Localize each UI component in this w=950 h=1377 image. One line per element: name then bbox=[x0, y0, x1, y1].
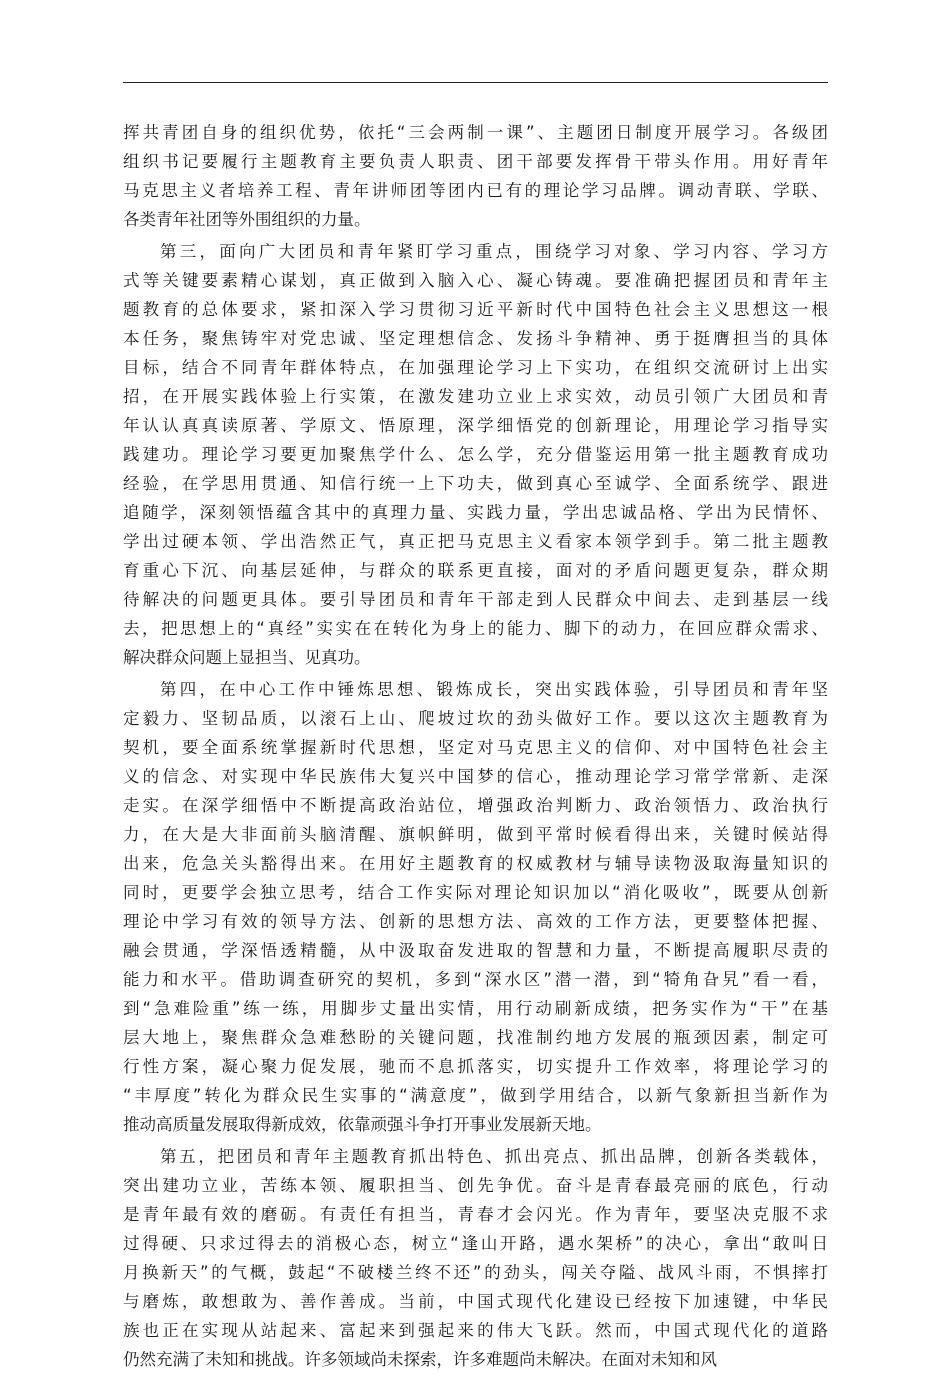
text-line: 题教育的总体要求，紧扣深入学习贯彻习近平新时代中国特色社会主义思想这一根 bbox=[123, 300, 828, 319]
text-line: 同时，更要学会独立思考，结合工作实际对理论知识加以“消化吸收”，既要从创新 bbox=[123, 883, 828, 902]
text-line: 力，在大是大非面前头脑清醒、旗帜鲜明，做到平常时候看得出来，关键时候站得 bbox=[123, 825, 828, 844]
text-line: 过得硬、只求过得去的消极心态，树立“逢山开路，遇水架桥”的决心，拿出“敢叫日 bbox=[123, 1234, 828, 1253]
text-line: 年认认真真读原著、学原文、悟原理，深学细悟党的创新理论，用理论学习指导实 bbox=[123, 416, 828, 435]
text-line: 到“急难险重”练一练，用脚步丈量出实情，用行动刷新成绩，把务实作为“干”在基 bbox=[123, 999, 828, 1018]
text-line: 解决群众问题上显担当、见真功。 bbox=[123, 648, 371, 667]
text-line: 经验，在学思用贯通、知信行统一上下功夫，做到真心至诚学、全面系统学、跟进 bbox=[123, 474, 828, 493]
text-line: 追随学，深刻领悟蕴含其中的真理力量、实践力量，学出忠诚品格、学出为民情怀、 bbox=[123, 503, 828, 522]
text-line: 第四，在中心工作中锤炼思想、锻炼成长，突出实践体验，引导团员和青年坚 bbox=[160, 680, 828, 699]
header-rule bbox=[123, 82, 828, 83]
paragraph bbox=[123, 1142, 828, 1374]
text-line: 践建功。理论学习要更加聚焦学什么、怎么学，充分借鉴运用第一批主题教育成功 bbox=[123, 445, 828, 464]
text-line: 第五，把团员和青年主题教育抓出特色、抓出亮点、抓出品牌，创新各类载体， bbox=[160, 1147, 828, 1166]
text-line: 挥共青团自身的组织优势，依托“三会两制一课”、主题团日制度开展学习。各级团 bbox=[123, 123, 828, 142]
text-line: 学出过硬本领、学出浩然正气，真正把马克思主义看家本领学到手。第二批主题教 bbox=[123, 532, 828, 551]
text-line: 层大地上，聚焦群众急难愁盼的关键问题，找准制约地方发展的瓶颈因素，制定可 bbox=[123, 1028, 828, 1047]
text-line: 与磨炼，敢想敢为、善作善成。当前，中国式现代化建设已经按下加速键，中华民 bbox=[123, 1292, 828, 1311]
text-line: 突出建功立业，苦练本领、履职担当、创先争优。奋斗是青春最亮丽的底色，行动 bbox=[123, 1176, 828, 1195]
text-line: 各类青年社团等外围组织的力量。 bbox=[123, 210, 371, 229]
document-body bbox=[123, 118, 828, 1377]
paragraph bbox=[123, 237, 828, 672]
text-line: 马克思主义者培养工程、青年讲师团等团内已有的理论学习品牌。调动青联、学联、 bbox=[123, 181, 828, 200]
text-line: 育重心下沉、向基层延伸，与群众的联系更直接，面对的矛盾问题更复杂，群众期 bbox=[123, 561, 828, 580]
text-line: 招，在开展实践体验上行实策，在激发建功立业上求实效，动员引领广大团员和青 bbox=[123, 387, 828, 406]
text-line: 契机，要全面系统掌握新时代思想，坚定对马克思主义的信仰、对中国特色社会主 bbox=[123, 738, 828, 757]
text-line: 融会贯通，学深悟透精髓，从中汲取奋发进取的智慧和力量，不断提高履职尽责的 bbox=[123, 941, 828, 960]
text-line: 去，把思想上的“真经”实实在在转化为身上的能力、脚下的动力，在回应群众需求、 bbox=[123, 619, 828, 638]
text-line: 第三，面向广大团员和青年紧盯学习重点，围绕学习对象、学习内容、学习方 bbox=[160, 242, 828, 261]
text-line: 仍然充满了未知和挑战。许多领域尚未探索，许多难题尚未解决。在面对未知和风 bbox=[123, 1350, 717, 1369]
paragraph bbox=[123, 675, 828, 1139]
text-line: 本任务，聚焦铸牢对党忠诚、坚定理想信念、发扬斗争精神、勇于挺膺担当的具体 bbox=[123, 329, 828, 348]
text-line: 理论中学习有效的领导方法、创新的思想方法、高效的工作方法，更要整体把握、 bbox=[123, 912, 828, 931]
text-line: 式等关键要素精心谋划，真正做到入脑入心、凝心铸魂。要准确把握团员和青年主 bbox=[123, 271, 828, 290]
text-line: 目标，结合不同青年群体特点，在加强理论学习上下实功，在组织交流研讨上出实 bbox=[123, 358, 828, 377]
text-line: 族也正在实现从站起来、富起来到强起来的伟大飞跃。然而，中国式现代化的道路 bbox=[123, 1321, 828, 1340]
text-line: 能力和水平。借助调查研究的契机，多到“深水区”潜一潜，到“犄角旮旯”看一看， bbox=[123, 970, 828, 989]
text-line: “丰厚度”转化为群众民生实事的“满意度”，做到学用结合，以新气象新担当新作为 bbox=[123, 1086, 828, 1105]
paragraph bbox=[123, 118, 828, 234]
text-line: 定毅力、坚韧品质，以滚石上山、爬坡过坎的劲头做好工作。要以这次主题教育为 bbox=[123, 709, 828, 728]
text-line: 月换新天”的气概，鼓起“不破楼兰终不还”的劲头，闯关夺隘、战风斗雨，不惧摔打 bbox=[123, 1263, 828, 1282]
text-line: 走实。在深学细悟中不断提高政治站位，增强政治判断力、政治领悟力、政治执行 bbox=[123, 796, 828, 815]
text-line: 组织书记要履行主题教育主要负责人职责、团干部要发挥骨干带头作用。用好青年 bbox=[123, 152, 828, 171]
text-line: 出来，危急关头豁得出来。在用好主题教育的权威教材与辅导读物汲取海量知识的 bbox=[123, 854, 828, 873]
text-line: 待解决的问题更具体。要引导团员和青年干部走到人民群众中间去、走到基层一线 bbox=[123, 590, 828, 609]
text-line: 行性方案，凝心聚力促发展，驰而不息抓落实，切实提升工作效率，将理论学习的 bbox=[123, 1057, 828, 1076]
text-line: 是青年最有效的磨砺。有责任有担当，青春才会闪光。作为青年，要坚决克服不求 bbox=[123, 1205, 828, 1224]
text-line: 义的信念、对实现中华民族伟大复兴中国梦的信心，推动理论学习常学常新、走深 bbox=[123, 767, 828, 786]
text-line: 推动高质量发展取得新成效，依靠顽强斗争打开事业发展新天地。 bbox=[123, 1115, 602, 1134]
